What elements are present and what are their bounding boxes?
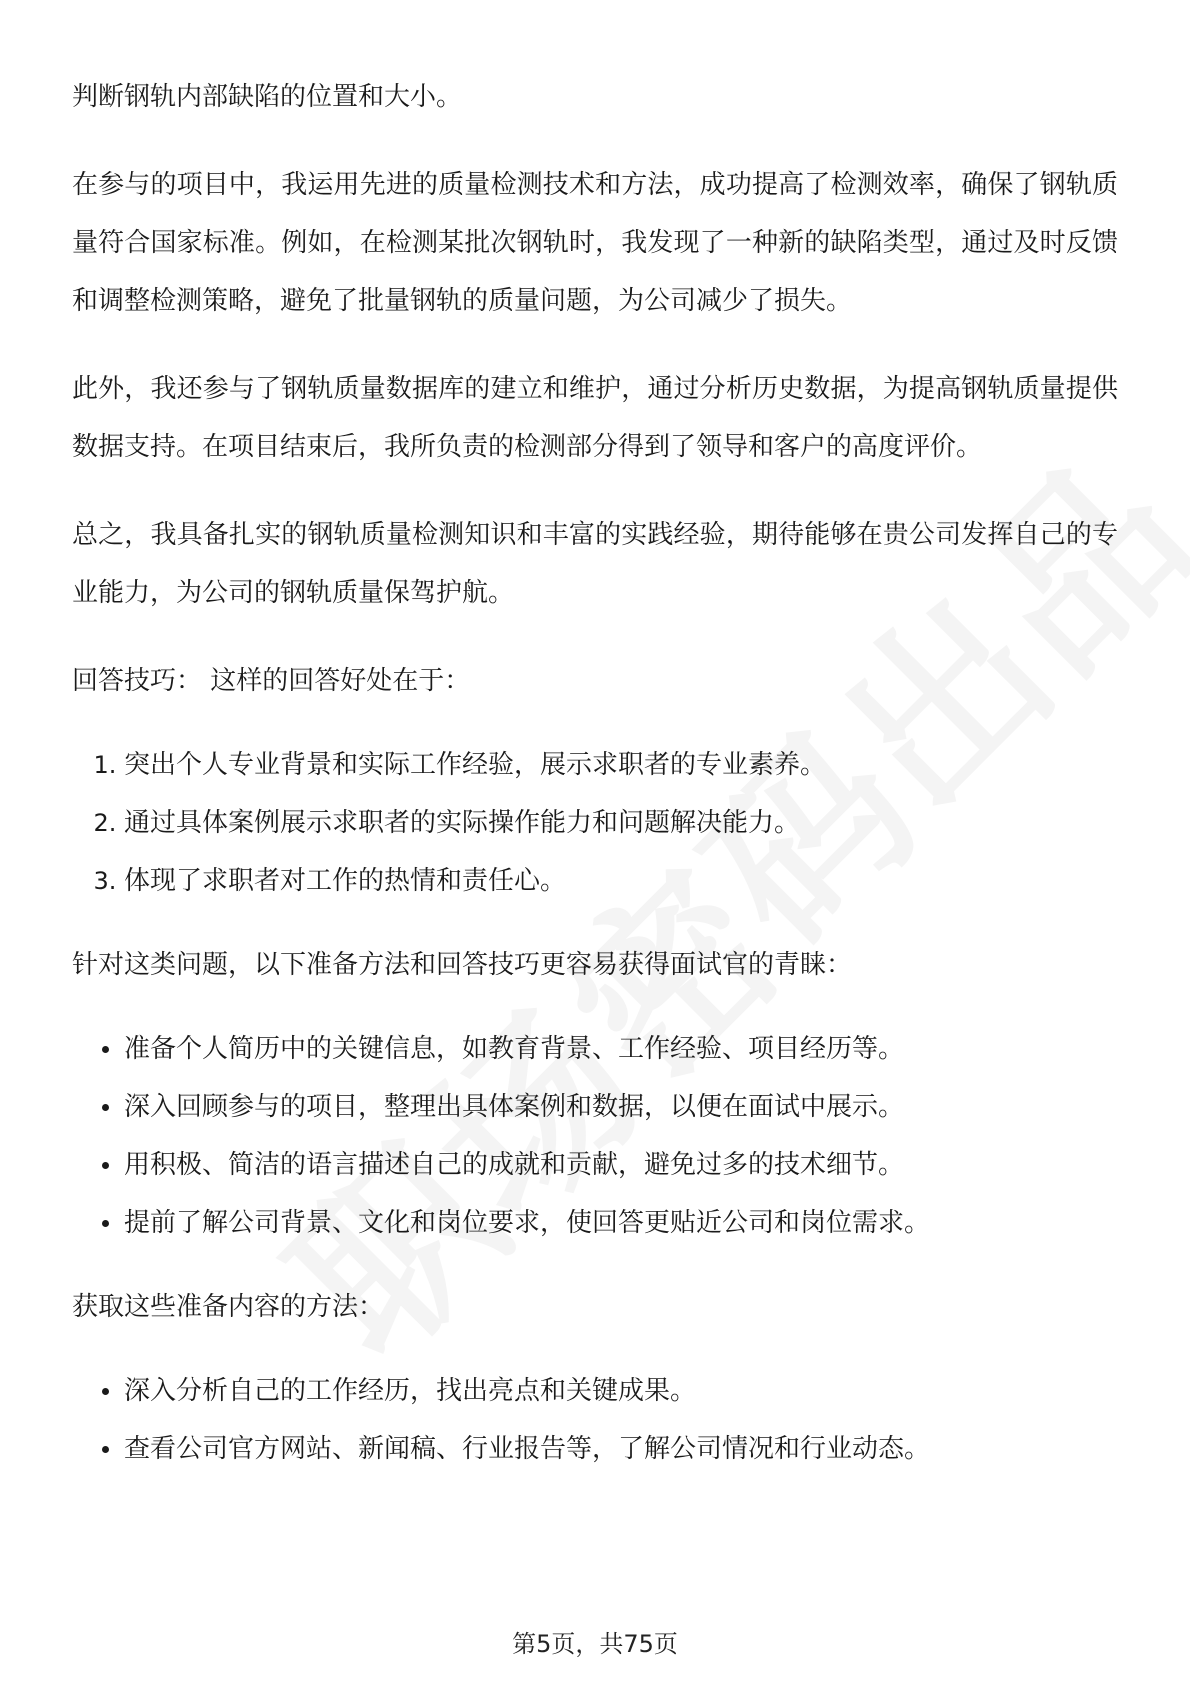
list-item: 提前了解公司背景、文化和岗位要求，使回答更贴近公司和岗位需求。 xyxy=(124,1194,1118,1252)
document-body xyxy=(72,68,1118,1504)
paragraph-1: 判断钢轨内部缺陷的位置和大小。 xyxy=(72,82,463,112)
tips-list xyxy=(72,736,1118,910)
list-item: 3. 体现了求职者对工作的热情和责任心。 xyxy=(124,852,1118,910)
list-item: 查看公司官方网站、新闻稿、行业报告等，了解公司情况和行业动态。 xyxy=(124,1420,1118,1478)
tips-heading: 回答技巧： 这样的回答好处在于： xyxy=(72,666,471,696)
paragraph-4: 总之，我具备扎实的钢轨质量检测知识和丰富的实践经验，期待能够在贵公司发挥自己的专业能力，为公司的钢轨质量保驾护航。 xyxy=(72,520,1118,608)
list-item: 1. 突出个人专业背景和实际工作经验，展示求职者的专业素养。 xyxy=(124,736,1118,794)
prep-list xyxy=(72,1020,1118,1252)
page-number: 第5页，共75页 xyxy=(512,1630,678,1658)
paragraph-3: 此外，我还参与了钢轨质量数据库的建立和维护，通过分析历史数据，为提高钢轨质量提供数据支持。在项目结束后，我所负责的检测部分得到了领导和客户的高度评价。 xyxy=(72,374,1118,462)
list-item: 深入分析自己的工作经历，找出亮点和关键成果。 xyxy=(124,1362,1118,1420)
paragraph-2: 在参与的项目中，我运用先进的质量检测技术和方法，成功提高了检测效率，确保了钢轨质量符合国家标准。例如，在检测某批次钢轨时，我发现了一种新的缺陷类型，通过及时反馈和调整检测策略，避免了批量钢轨的质量问题，为公司减少了损失。 xyxy=(72,170,1118,316)
method-heading: 获取这些准备内容的方法： xyxy=(72,1292,385,1322)
prep-heading: 针对这类问题，以下准备方法和回答技巧更容易获得面试官的青睐： xyxy=(72,950,853,980)
list-item: 深入回顾参与的项目，整理出具体案例和数据，以便在面试中展示。 xyxy=(124,1078,1118,1136)
method-list xyxy=(72,1362,1118,1478)
list-item: 2. 通过具体案例展示求职者的实际操作能力和问题解决能力。 xyxy=(124,794,1118,852)
list-item: 用积极、简洁的语言描述自己的成就和贡献，避免过多的技术细节。 xyxy=(124,1136,1118,1194)
list-item: 准备个人简历中的关键信息，如教育背景、工作经验、项目经历等。 xyxy=(124,1020,1118,1078)
